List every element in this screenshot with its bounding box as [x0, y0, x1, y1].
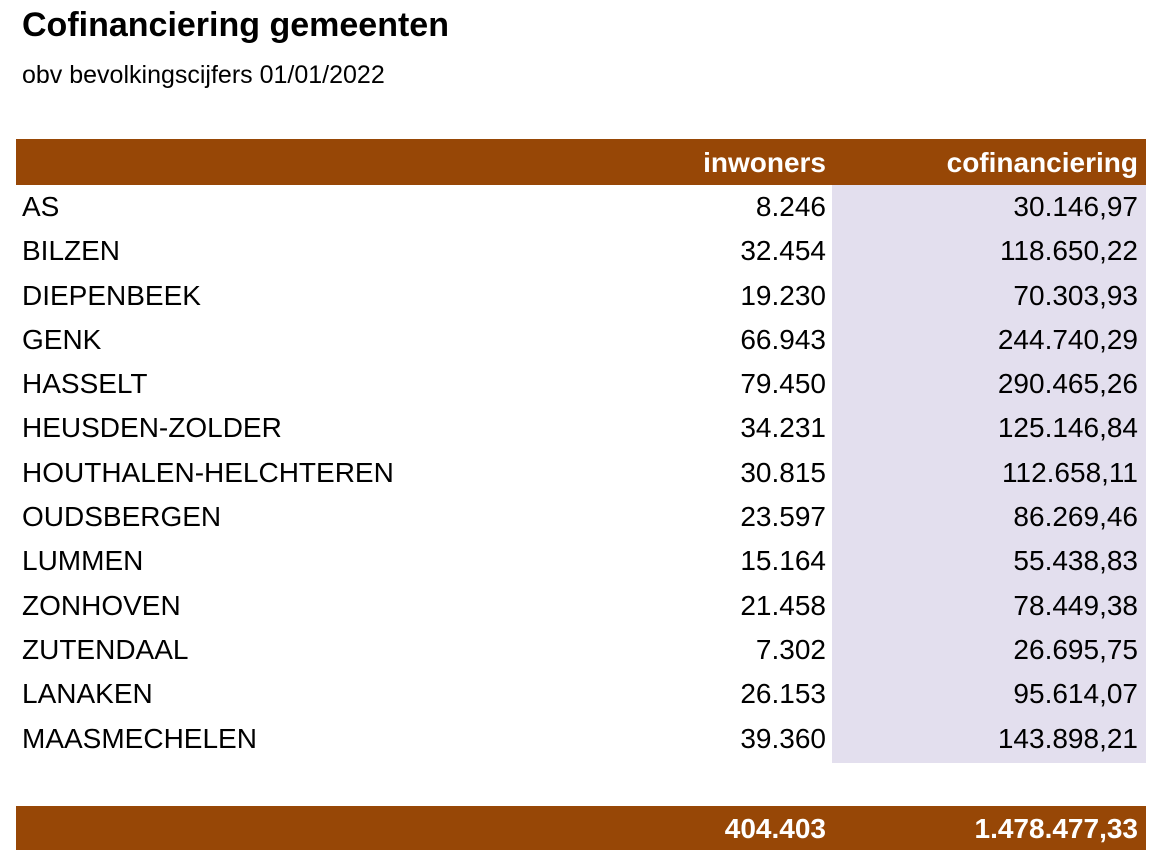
gemeente-cell: BILZEN — [22, 235, 121, 267]
gemeente-cell: AS — [22, 191, 60, 222]
inwoners-cell: 8.246 — [755, 191, 826, 222]
table-row — [16, 495, 1146, 539]
inwoners-cell: 79.450 — [740, 368, 826, 400]
cofinanciering-cell: 78.449,38 — [1013, 589, 1138, 621]
table-row — [16, 274, 1146, 318]
gemeente-cell: ZUTENDAAL — [22, 633, 189, 665]
gemeente-cell: LANAKEN — [22, 678, 153, 710]
table-body — [16, 185, 1146, 763]
table-row — [16, 584, 1146, 628]
gemeente-cell: HASSELT — [22, 368, 148, 400]
cofinanciering-cell: 290.465,26 — [997, 368, 1138, 400]
inwoners-cell: 21.458 — [740, 589, 826, 621]
table-row — [16, 406, 1146, 450]
inwoners-cell: 32.454 — [740, 235, 826, 267]
cofinanciering-cell: 112.658,11 — [1002, 456, 1138, 488]
inwoners-cell: 19.230 — [740, 279, 826, 311]
gemeente-cell: LUMMEN — [22, 545, 144, 577]
gemeente-cell: HOUTHALEN-HELCHTEREN — [22, 456, 394, 488]
table-row — [16, 672, 1146, 716]
cofinanciering-cell: 30.146,97 — [1013, 191, 1138, 222]
table-row — [16, 185, 1146, 229]
cofinanciering-cell: 70.303,93 — [1013, 279, 1138, 311]
cofinanciering-cell: 118.650,22 — [999, 235, 1138, 267]
gemeente-cell: HEUSDEN-ZOLDER — [22, 412, 282, 444]
cofinanciering-cell: 125.146,84 — [997, 412, 1138, 444]
gemeente-cell: GENK — [22, 323, 102, 355]
table-row — [16, 717, 1146, 761]
inwoners-cell: 23.597 — [740, 501, 826, 533]
gemeente-cell: MAASMECHELEN — [22, 722, 257, 754]
page-subtitle: obv bevolkingscijfers 01/01/2022 — [22, 61, 385, 89]
inwoners-cell: 34.231 — [740, 412, 826, 444]
page-title: Cofinanciering gemeenten — [22, 6, 449, 44]
gemeente-cell: ZONHOVEN — [22, 589, 181, 621]
inwoners-cell: 66.943 — [740, 323, 826, 355]
cofinanciering-cell: 26.695,75 — [1013, 633, 1138, 665]
table-row — [16, 539, 1146, 583]
inwoners-cell: 39.360 — [740, 722, 826, 754]
cofinanciering-cell: 244.740,29 — [997, 323, 1138, 355]
cofinanciering-cell: 143.898,21 — [997, 722, 1138, 754]
table-header-row — [16, 139, 1146, 185]
column-header-cofinanciering: cofinanciering — [946, 147, 1138, 178]
gemeente-cell: OUDSBERGEN — [22, 501, 222, 533]
cofinanciering-cell: 86.269,46 — [1013, 501, 1138, 533]
cofinanciering-cell: 95.614,07 — [1013, 678, 1138, 710]
table-row — [16, 362, 1146, 406]
table-row — [16, 451, 1146, 495]
gemeente-cell: DIEPENBEEK — [22, 279, 201, 311]
inwoners-cell: 26.153 — [740, 678, 826, 710]
total-inwoners: 404.403 — [724, 813, 826, 844]
table-row — [16, 318, 1146, 362]
table-total-row — [16, 806, 1146, 850]
inwoners-cell: 15.164 — [740, 545, 826, 577]
total-cofinanciering: 1.478.477,33 — [974, 813, 1138, 844]
inwoners-cell: 7.302 — [755, 633, 826, 665]
table-row — [16, 229, 1146, 273]
cofinanciering-cell: 55.438,83 — [1013, 545, 1138, 577]
table-row — [16, 628, 1146, 672]
cofinancing-table — [16, 139, 1146, 763]
inwoners-cell: 30.815 — [740, 456, 826, 488]
column-header-inwoners: inwoners — [703, 147, 826, 178]
